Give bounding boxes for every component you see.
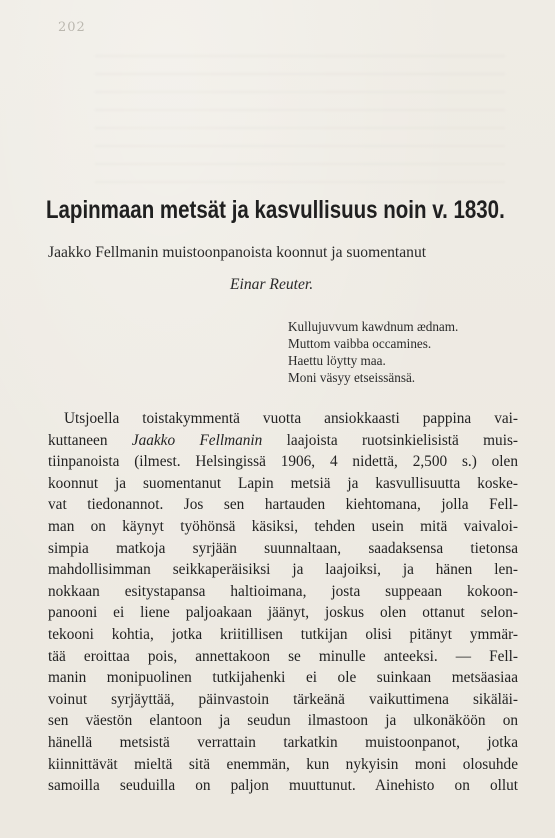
show-through-text	[95, 55, 505, 185]
body-line: Utsjoella toistakymmentä vuotta ansiokkaasti pappina vai-	[64, 410, 518, 427]
body-line: nokkaan esitystapansa haltioimana, josta suppeaan kokoon-	[48, 582, 518, 600]
body-line: sen väestön elantoon ja seudun ilmastoon ja ulkonäköön on	[48, 712, 518, 730]
epigraph-line: Muttom vaibba occamines.	[288, 336, 432, 351]
epigraph-line: Kullujuvvum kawdnum ædnam.	[288, 319, 459, 334]
body-line: tiinpanoista (ilmest. Helsingissä 1906, 4 nidettä, 2,500 s.) olen	[48, 453, 518, 471]
body-line: vat tiedonannot. Jos sen hartauden kiehtomana, jolla Fell-	[48, 496, 518, 514]
byline-author: Einar Reuter.	[230, 276, 314, 293]
body-line: mahdollisimman seikkaperäisiksi ja laajoiksi, ja hänen len-	[48, 561, 518, 579]
body-line-segment: kuttaneen	[48, 431, 132, 449]
epigraph-line: Haettu löytty maa.	[288, 353, 386, 368]
epigraph-line: Moni väsyy etseissänsä.	[288, 370, 416, 385]
body-line: tekooni kohtia, jotka kriitillisen tutkijan olisi pitänyt ymmär-	[48, 625, 518, 643]
body-line: manin monipuolinen tutkijahenki ei ole suinkaan metsäasiaa	[48, 669, 518, 687]
body-line: koonnut ja suomentanut Lapin metsiä ja kasvullisuutta koske-	[48, 474, 518, 492]
page-number: 202	[58, 20, 86, 35]
body-line: samoilla seuduilla on paljon muuttunut. Ainehisto on ollut	[48, 777, 518, 795]
body-line: panooni ei liene paljoakaan jäänyt, joskus olen ottanut selon-	[48, 604, 518, 622]
body-line: hänellä metsistä verrattain tarkatkin muistoonpanot, jotka	[48, 733, 518, 751]
body-line: tää eroittaa pois, annettakoon se minulle anteeksi. — Fell-	[48, 647, 518, 665]
body-text	[48, 408, 518, 797]
body-line: voinut syrjäyttää, päinvastoin tärkeänä vaikuttimena sikäläi-	[48, 690, 518, 708]
epigraph	[288, 318, 458, 386]
byline: Jaakko Fellmanin muistoonpanoista koonnut ja suomentanut	[48, 244, 427, 261]
article-title: Lapinmaan metsät ja kasvullisuus noin v. 1830.	[46, 196, 505, 224]
body-line: man on käynyt työhönsä käsiksi, tehden usein mitä vaivaloi-	[48, 517, 518, 535]
body-line	[48, 430, 518, 452]
body-line: kiinnittävät mieltä sitä enemmän, kun nykyisin moni olosuhde	[48, 755, 518, 773]
body-line: simpia matkoja syrjään suunnaltaan, saadaksensa tietonsa	[48, 539, 518, 557]
body-line-segment: laajoista ruotsinkielisistä muis-	[262, 431, 518, 449]
author-name-italic: Jaakko Fellmanin	[131, 431, 263, 449]
